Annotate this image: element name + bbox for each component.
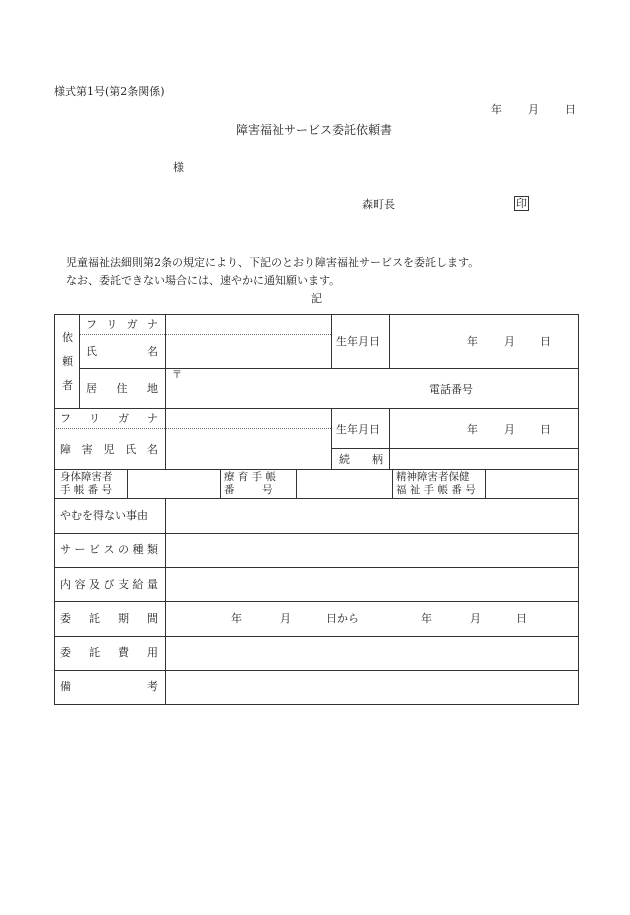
period-from-month: 月 xyxy=(280,612,291,625)
physical-cert-label-2: 手 帳 番 号 xyxy=(60,484,113,496)
period-from-year: 年 xyxy=(231,612,242,625)
mental-cert-number-field[interactable] xyxy=(486,470,577,497)
requester-name-label: 氏 名 xyxy=(86,345,158,358)
fee-label: 委 託 費 用 xyxy=(60,646,158,659)
requester-address-field[interactable] xyxy=(180,369,400,407)
mental-cert-label-1: 精神障害者保健 xyxy=(396,471,470,483)
form-number: 様式第1号(第2条関係) xyxy=(54,85,165,98)
document-title: 障害福祉サービス委託依頼書 xyxy=(236,123,393,137)
content-amount-field[interactable] xyxy=(166,568,577,600)
child-birthdate-label: 生年月日 xyxy=(336,423,380,436)
requester-furigana-field[interactable] xyxy=(166,315,330,333)
ki-label: 記 xyxy=(311,292,322,305)
requester-furigana-label: フ リ ガ ナ xyxy=(86,318,158,331)
child-name-field[interactable] xyxy=(166,409,330,468)
period-label: 委 託 期 間 xyxy=(60,612,158,625)
ryoiku-label-1: 療 育 手 帳 xyxy=(224,471,277,483)
requester-birthdate-label: 生年月日 xyxy=(336,335,380,348)
period-from-day: 日から xyxy=(326,612,359,625)
child-relation-label: 続 柄 xyxy=(339,453,383,466)
ryoiku-label-2: 番 号 xyxy=(224,484,273,496)
child-birth-day: 日 xyxy=(540,423,551,436)
reason-field[interactable] xyxy=(166,499,577,532)
service-type-label: サ ー ビ ス の 種 類 xyxy=(60,543,158,556)
phone-label: 電話番号 xyxy=(429,383,473,396)
ryoiku-number-field[interactable] xyxy=(297,470,391,497)
seal-mark: 印 xyxy=(516,197,527,210)
postal-mark: 〒 xyxy=(172,370,182,381)
period-to-year: 年 xyxy=(421,612,432,625)
physical-cert-label-1: 身体障害者 xyxy=(60,471,113,483)
requester-label-2: 頼 xyxy=(62,355,73,368)
period-to-day: 日 xyxy=(516,612,527,625)
child-birth-year: 年 xyxy=(467,423,478,436)
requester-birth-year: 年 xyxy=(467,335,478,348)
requester-birth-month: 月 xyxy=(504,335,515,348)
child-furigana-label: フ リ ガ ナ xyxy=(60,412,158,425)
requester-label-3: 者 xyxy=(62,379,73,392)
physical-cert-number-field[interactable] xyxy=(128,470,219,497)
service-type-field[interactable] xyxy=(166,534,577,566)
requester-phone-field[interactable] xyxy=(485,369,577,407)
header-date-day: 日 xyxy=(565,103,576,116)
requester-address-label: 居 住 地 xyxy=(86,382,158,395)
header-date-month: 月 xyxy=(528,103,539,116)
fee-field[interactable] xyxy=(166,637,577,669)
content-amount-label: 内 容 及 び 支 給 量 xyxy=(60,578,158,591)
body-line-2: なお、委託できない場合には、速やかに通知願います。 xyxy=(66,274,341,287)
child-name-label: 障 害 児 氏 名 xyxy=(60,443,158,456)
requester-birth-day: 日 xyxy=(540,335,551,348)
reason-label: やむを得ない事由 xyxy=(60,509,148,522)
issuer-name: 森町長 xyxy=(362,198,395,211)
requester-birthdate-field[interactable] xyxy=(390,315,577,367)
header-date-year: 年 xyxy=(491,103,502,116)
remarks-field[interactable] xyxy=(166,671,577,703)
mental-cert-label-2: 福 祉 手 帳 番 号 xyxy=(396,484,476,496)
child-birth-month: 月 xyxy=(504,423,515,436)
remarks-label: 備 考 xyxy=(60,680,158,693)
requester-label-1: 依 xyxy=(62,331,73,344)
requester-name-field[interactable] xyxy=(166,336,330,367)
addressee-suffix: 様 xyxy=(173,161,184,174)
child-relation-field[interactable] xyxy=(390,449,577,468)
body-line-1: 児童福祉法細則第2条の規定により、下記のとおり障害福祉サービスを委託します。 xyxy=(66,256,480,269)
period-to-month: 月 xyxy=(470,612,481,625)
